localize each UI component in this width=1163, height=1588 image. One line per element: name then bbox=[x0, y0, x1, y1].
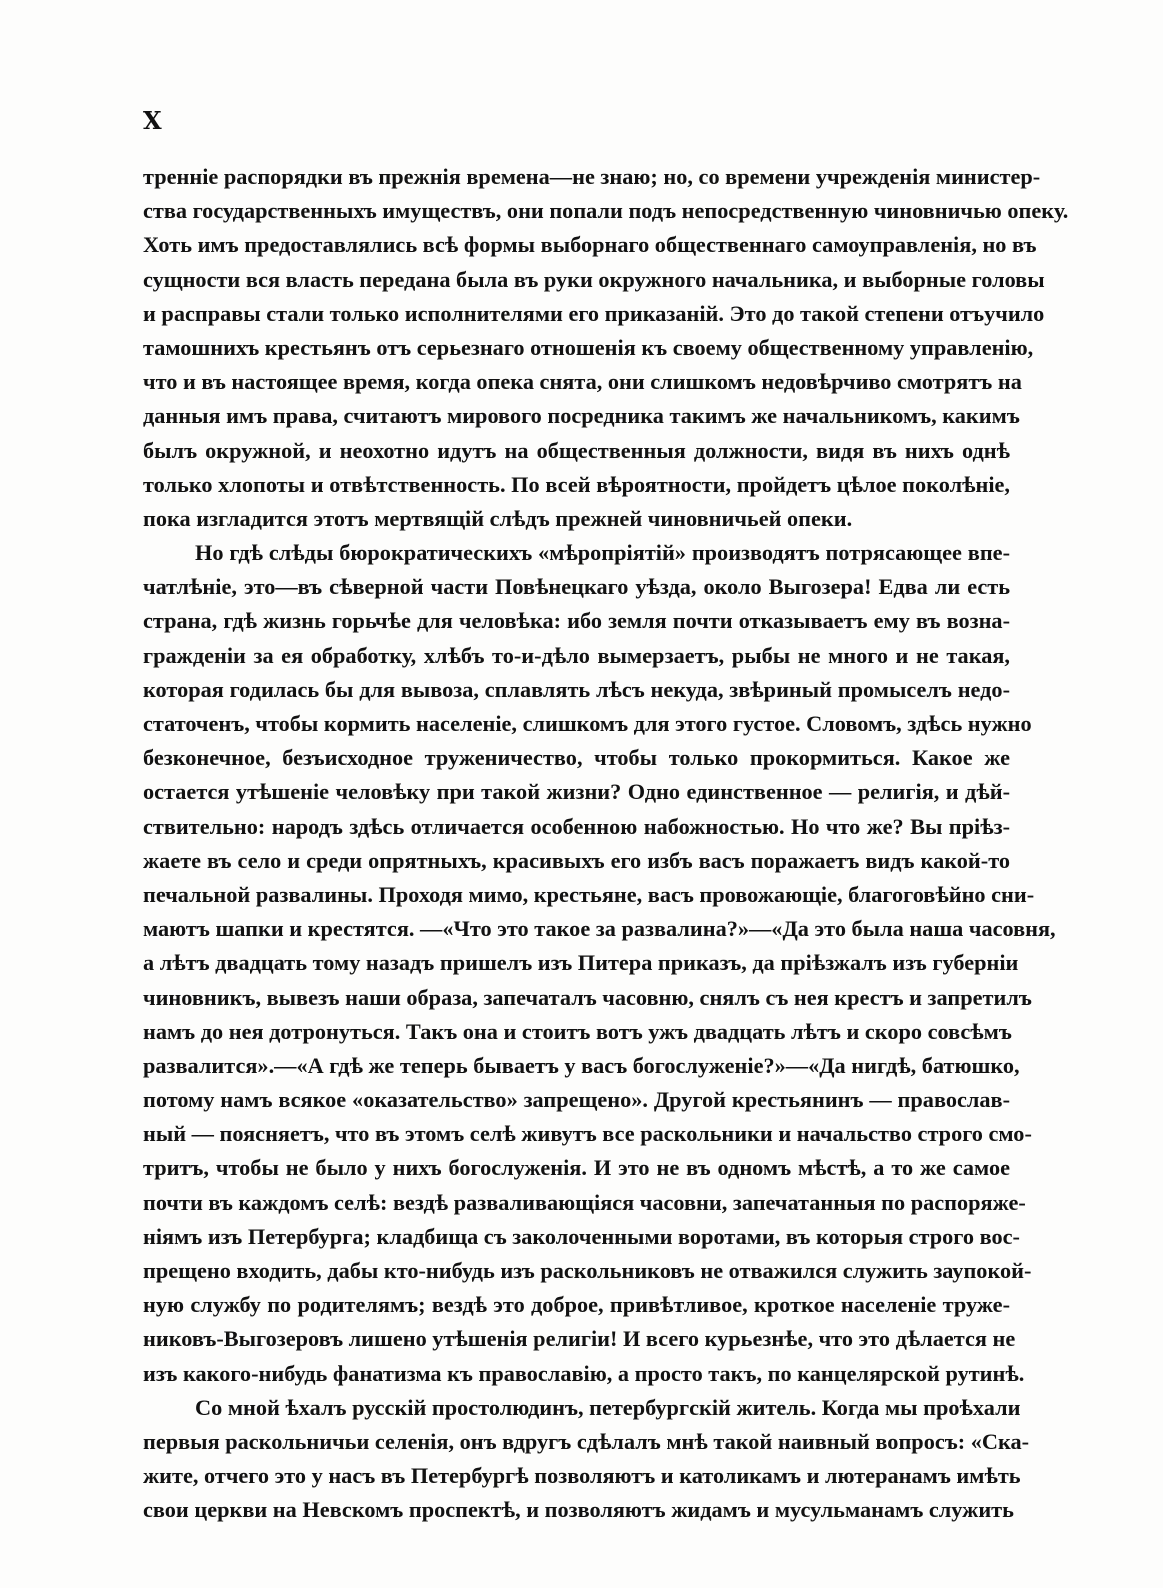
text-line: чиновникъ, вывезъ наши образа, запечаталъ часовню, снялъ съ нея крестъ и запретилъ bbox=[143, 984, 1032, 1010]
text-line: остается утѣшеніе человѣку при такой жизни? Одно единственное — религія, и дѣй- bbox=[143, 779, 1010, 805]
text-line: свои церкви на Невскомъ проспектѣ, и позволяютъ жидамъ и мусульманамъ служить bbox=[143, 1497, 1014, 1523]
text-line: ствительно: народъ здѣсь отличается особенною набожностью. Но что же? Вы пріѣз- bbox=[143, 813, 1010, 839]
text-line: а лѣтъ двадцать тому назадъ пришелъ изъ Питера приказъ, да пріѣзжалъ изъ губерніи bbox=[143, 950, 1019, 976]
text-line: никовъ-Выгозеровъ лишено утѣшенія религіи! И всего курьезнѣе, что это дѣлается не bbox=[143, 1326, 1016, 1352]
text-line: почти въ каждомъ селѣ: вездѣ разваливающіяся часовни, запечатанныя по распоряже- bbox=[143, 1189, 1026, 1215]
text-line: жаете въ село и среди опрятныхъ, красивыхъ его избъ васъ поражаетъ видъ какой-то bbox=[143, 847, 1010, 873]
text-line: только хлопоты и отвѣтственность. По всей вѣроятности, пройдетъ цѣлое поколѣніе, bbox=[143, 471, 1010, 497]
text-line: пока изгладится этотъ мертвящій слѣдъ прежней чиновничьей опеки. bbox=[143, 505, 853, 531]
page-number: X bbox=[143, 106, 162, 135]
text-line: прещено входить, дабы кто-нибудь изъ раскольниковъ не отважился служить заупокой- bbox=[143, 1258, 1032, 1283]
text-line: страна, гдѣ жизнь горьчѣе для человѣка: ибо земля почти отказываетъ ему въ возна- bbox=[143, 608, 1010, 634]
text-line: тренніе распорядки въ прежнія времена—не знаю; но, со времени учрежденія министер- bbox=[143, 164, 1041, 189]
paragraph bbox=[143, 160, 1069, 536]
text-line: и расправы стали только исполнителями его приказаній. Это до такой степени отъучило bbox=[143, 300, 1045, 326]
text-line: маютъ шапки и крестятся. —«Что это такое за развалина?»—«Да это была наша часовня, bbox=[143, 916, 1056, 942]
body-text bbox=[143, 160, 1069, 1528]
text-line: потому намъ всякое «оказательство» запрещено». Другой крестьянинъ — православ- bbox=[143, 1087, 1010, 1113]
paragraph bbox=[143, 1391, 1030, 1528]
text-line: Хоть имъ предоставлялись всѣ формы выборнаго общественнаго самоуправленія, но въ bbox=[143, 232, 1037, 258]
text-line: ный — поясняетъ, что въ этомъ селѣ живутъ все раскольники и начальство строго смо- bbox=[143, 1121, 1032, 1147]
text-line: первыя раскольничьи селенія, онъ вдругъ сдѣлалъ мнѣ такой наивный вопросъ: «Ска- bbox=[143, 1428, 1030, 1454]
text-line: намъ до нея дотронуться. Такъ она и стоитъ вотъ ужъ двадцать лѣтъ и скоро совсѣмъ bbox=[143, 1018, 1012, 1044]
text-line: жите, отчего это у насъ въ Петербургѣ позволяютъ и католикамъ и лютеранамъ имѣть bbox=[143, 1463, 1021, 1489]
text-line: былъ окружной, и неохотно идутъ на общественныя должности, видя въ нихъ однѣ bbox=[143, 437, 1010, 463]
text-line: что и въ настоящее время, когда опека снята, они слишкомъ недовѣрчиво смотрятъ на bbox=[143, 369, 1022, 395]
text-line: ную службу по родителямъ; вездѣ это доброе, привѣтливое, кроткое населеніе труже- bbox=[143, 1292, 1010, 1318]
text-line: которая годилась бы для вывоза, сплавлять лѣсъ некуда, звѣриный промыселъ недо- bbox=[143, 676, 1010, 702]
text-line: тритъ, чтобы не было у нихъ богослуженія. И это не въ одномъ мѣстѣ, а то же самое bbox=[143, 1155, 1010, 1181]
text-line: изъ какого-нибудь фанатизма къ православію, а просто такъ, по канцелярской рутинѣ. bbox=[143, 1360, 1025, 1386]
text-line: сущности вся власть передана была въ руки окружного начальника, и выборные головы bbox=[143, 266, 1045, 292]
text-line: данныя имъ права, считаютъ мирового посредника такимъ же начальникомъ, какимъ bbox=[143, 403, 1020, 429]
text-line: чатлѣніе, это—въ сѣверной части Повѣнецкаго уѣзда, около Выгозера! Едва ли есть bbox=[143, 574, 1010, 600]
text-line: Со мной ѣхалъ русскій простолюдинъ, петербургскій житель. Когда мы проѣхали bbox=[195, 1394, 1021, 1420]
text-line: гражденіи за ея обработку, хлѣбъ то-и-дѣло вымерзаетъ, рыбы не много и не такая, bbox=[143, 642, 1010, 668]
text-line: Но гдѣ слѣды бюрократическихъ «мѣропріятій» производятъ потрясающее впе- bbox=[195, 540, 1010, 566]
text-line: печальной развалины. Проходя мимо, крестьяне, васъ провожающіе, благоговѣйно сни- bbox=[143, 881, 1035, 907]
text-line: ніямъ изъ Петербурга; кладбища съ заколоченными воротами, въ которыя строго вос- bbox=[143, 1223, 1020, 1249]
text-line: ства государственныхъ имуществъ, они попали подъ непосредственную чиновничью опеку. bbox=[143, 198, 1069, 224]
paragraph bbox=[143, 536, 1056, 1391]
text-line: безконечное, безъисходное труженичество, чтобы только прокормиться. Какое же bbox=[143, 745, 1010, 771]
text-line: развалится».—«А гдѣ же теперь бываетъ у васъ богослуженіе?»—«Да нигдѣ, батюшко, bbox=[143, 1052, 1020, 1078]
text-line: тамошнихъ крестьянъ отъ серьезнаго отношенія къ своему общественному управленію, bbox=[143, 334, 1034, 360]
text-line: статоченъ, чтобы кормить населеніе, слишкомъ для этого густое. Словомъ, здѣсь нужно bbox=[143, 711, 1032, 736]
